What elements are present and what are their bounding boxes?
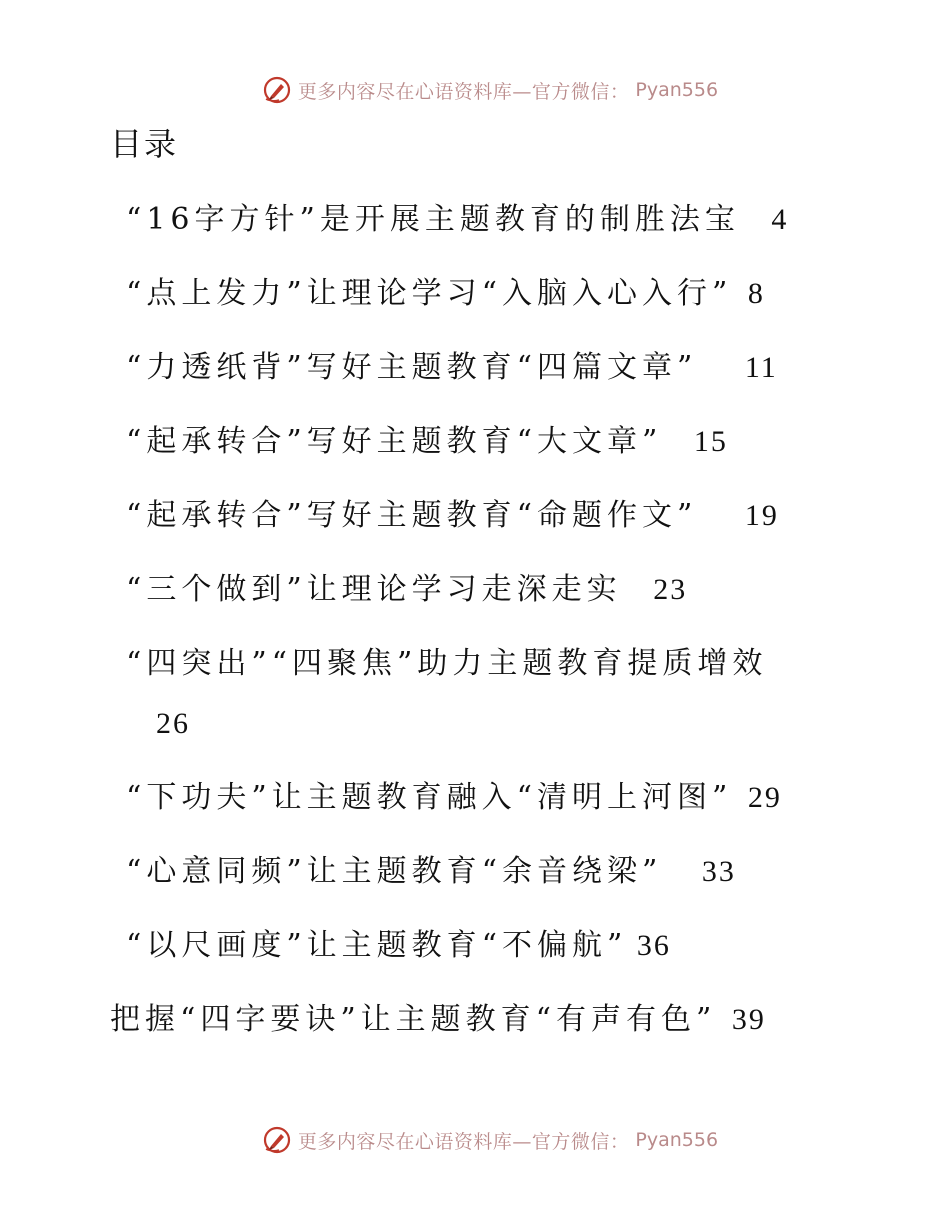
toc-entry[interactable]: [110, 190, 830, 250]
toc-entry[interactable]: [110, 842, 830, 902]
toc-entry[interactable]: [110, 634, 830, 754]
toc-entry-page: 8: [747, 277, 765, 310]
toc-entry[interactable]: [110, 412, 830, 472]
footer-banner-text: 更多内容尽在心语资料库—官方微信：: [297, 1130, 630, 1153]
toc-entry-page: 11: [744, 351, 778, 384]
toc-entry-page: 36: [636, 929, 671, 962]
header-banner-text: 更多内容尽在心语资料库—官方微信：: [297, 80, 630, 103]
toc-entry-title: “心意同频”让主题教育“余音绕梁”: [126, 854, 663, 889]
toc-entry-page: 19: [744, 499, 779, 532]
toc-entry-title: “点上发力”让理论学习“入脑入心入行”: [126, 276, 733, 311]
footer-banner: [0, 1120, 950, 1160]
toc-entry[interactable]: [110, 916, 830, 976]
toc-entry-title: “下功夫”让主题教育融入“清明上河图”: [126, 780, 733, 815]
toc-entry-page: 26: [156, 707, 190, 740]
toc-entry[interactable]: [110, 768, 830, 828]
footer-banner-content: [262, 1125, 718, 1155]
toc-entry-page: 29: [747, 781, 782, 814]
toc-entry-title: “力透纸背”写好主题教育“四篇文章”: [126, 350, 698, 385]
toc-entry-page: 33: [701, 855, 736, 888]
toc-entry-page: 39: [731, 1003, 766, 1036]
header-banner-wechat: Pyan556: [635, 79, 719, 101]
toc-entry-page: 15: [693, 425, 728, 458]
toc-entry-page: 23: [653, 573, 688, 606]
toc-entry-title: “起承转合”写好主题教育“大文章”: [126, 424, 663, 459]
toc-entry-page: 4: [771, 203, 789, 236]
header-banner: [0, 70, 950, 110]
toc-entry-title: “四突出”“四聚焦”助力主题教育提质增效: [126, 646, 768, 681]
toc-entry[interactable]: [110, 560, 830, 620]
toc-title: 目录: [110, 125, 179, 163]
toc-list: [110, 190, 830, 1064]
toc-entry[interactable]: [110, 990, 830, 1050]
toc-entry-title: 把握“四字要诀”让主题教育“有声有色”: [110, 1002, 717, 1037]
header-banner-content: [262, 75, 718, 105]
toc-entry-title: “以尺画度”让主题教育“不偏航”: [126, 928, 628, 963]
footer-banner-wechat: Pyan556: [635, 1129, 719, 1151]
pen-logo-icon: [262, 75, 292, 105]
toc-entry-title: “三个做到”让理论学习走深走实: [126, 572, 622, 607]
toc-entry[interactable]: [110, 264, 830, 324]
toc-entry-title: “16字方针”是开展主题教育的制胜法宝: [126, 202, 740, 237]
toc-entry[interactable]: [110, 486, 830, 546]
pen-logo-icon: [262, 1125, 292, 1155]
toc-entry[interactable]: [110, 338, 830, 398]
toc-entry-title: “起承转合”写好主题教育“命题作文”: [126, 498, 698, 533]
